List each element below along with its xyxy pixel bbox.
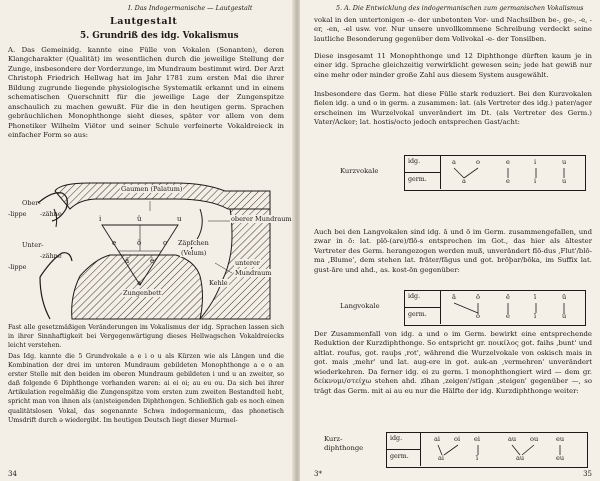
short-germ-e: e	[506, 177, 510, 185]
short-vowel-label: Kurzvokale	[340, 167, 379, 175]
diph-germ-i: ī	[476, 454, 479, 462]
vowel-e: e	[112, 239, 117, 247]
right-paragraph-4: Auch bei den Langvokalen sind idg. ā und ō im Germ. zusammengefallen, und zwar in ō: lat. plō-(are)/flō-s entsprechen im Got., das hier als ältester Vertreter des Germ. herangezogen werden muß, unverändert flō-dus ,Flut'/blō-ma ,Blume', dem stehen lat. frāter/fāgus und got. brōþar/bōka, im Suffix lat. gust-āre und ahd., as. kost-ōn gegenüber:	[314, 228, 592, 274]
label-unterer: unterer	[235, 259, 260, 267]
left-paragraph-1: A. Das Gemeinidg. kannte eine Fülle von Vokalen (Sonanten), deren Klangcharakter (Qualität) im wesentlichen durch die jeweilige Stellung der Zunge, insbesondere der Vorderzunge, im Mundraum bestimmt wird. Der Arzt Christoph Friedrich Hellwag hat im Jahr 1781 zum ersten Mal die ihrer Bildung zugrunde liegende physiologische Systematik erkannt und in einem schematischen Querschnitt für die jeweilige Lage der Zungenspitze anschaulich zu machen gewußt. Für die in den heutigen germ. Sprachen gebräuchlichen Monophthonge sieht dieses, später vor allem von dem Phonetiker Wilhelm Viëtor und seiner Schule verfeinerte Vokaldreieck in einfacher Form so aus:	[8, 46, 284, 140]
label-zaehne-bot: -zähne	[40, 252, 62, 260]
long-germ-o: ō	[476, 312, 480, 320]
section-title: Lautgestalt	[110, 16, 178, 27]
long-idg-u: ū	[562, 293, 567, 301]
diphthong-row-germ: germ.	[390, 453, 409, 460]
diph-idg-au: au	[508, 435, 517, 443]
long-vowel-table	[340, 290, 590, 326]
short-germ-a: a	[462, 177, 466, 185]
label-unter: Unter-	[22, 241, 44, 249]
right-paragraph-1: vokal in den untertonigen -e- der unbetonten Vor- und Nachsilben be-, ge-, -e, -er, -en, -el usw. vor. Nur unsere unvollkommene Schreibung verdeckt seine lautliche Besonderung gegenüber dem Vollvokal -e- der Tonsilben.	[314, 16, 592, 43]
label-zaepfchen: Zäpfchen	[178, 239, 209, 247]
right-paragraph-3: Insbesondere das Germ. hat diese Fülle stark reduziert. Bei den Kurzvokalen fielen idg. a und o in germ. a zusammen: lat. (als Vertreter des idg.) pater/ager erscheinen im Wurzelvokal unverändert im Dt. (als Vertreter des Germ.) Vater/Acker; lat. hostis/octo jedoch entsprechen Gast/acht:	[314, 90, 592, 127]
long-idg-i: ī	[534, 293, 537, 301]
right-paragraph-2: Diese insgesamt 11 Monophthonge und 12 Diphthonge dürften kaum je in einer idg. Sprache gleichzeitig verwirklicht gewesen sein; jede hat gewiß nur eine mehr oder minder große Zahl aus diesem System ausgewählt.	[314, 52, 592, 79]
vowel-a: a	[137, 279, 142, 287]
left-page	[0, 0, 294, 481]
vowel-triangle-figure	[0, 181, 294, 321]
long-idg-e: ē	[506, 293, 510, 301]
long-germ-i: ī	[534, 312, 537, 320]
label-ober: Ober-	[22, 199, 41, 207]
label-velum: (Velum)	[181, 249, 207, 257]
right-page-number: 35	[583, 470, 592, 478]
diph-idg-oi: oi	[454, 435, 461, 443]
diphthong-label-2: diphthonge	[324, 444, 364, 452]
diph-idg-ei: ei	[474, 435, 481, 443]
short-vowel-table	[340, 155, 590, 191]
vowel-e2: ë	[150, 257, 155, 265]
vowel-o: o	[163, 239, 168, 247]
vowel-i: i	[99, 215, 102, 223]
short-idg-u: u	[562, 158, 567, 166]
diphthong-label-1: Kurz-	[324, 435, 343, 443]
long-idg-o: ō	[476, 293, 480, 301]
short-vowel-row-germ: germ.	[408, 176, 427, 183]
diph-germ-eu: eu	[556, 454, 565, 462]
diph-idg-ou: ou	[530, 435, 539, 443]
diphthong-table	[324, 432, 594, 470]
long-vowel-row-germ: germ.	[408, 311, 427, 318]
right-running-head: 5. A. Die Entwicklung des indogermanischen zum germanischen Vokalismus	[336, 4, 584, 12]
left-running-head: I. Das Indogermanische — Lautgestalt	[128, 4, 253, 12]
right-paragraph-5: Der Zusammenfall von idg. a und o im Germ. bewirkt eine entsprechende Reduktion der Kurzdiphthonge. So entspricht gr. ποικίλος got. faihs ,bunt' und altlat. roufus, got. rauþs ,rot', während die Wurzelvokale von oskisch mais in got. mais ,mehr' und lat. aug-ere in got. auk-an ,vermehren' unverändert wiederkehren. Da ferner idg. ei zu germ. ī monophthongiert wird — dem gr. δείκνυμι/στείχω stehen ahd. zīhan ,zeigen'/stīgan ,steigen' gegenüber —, so trägt das Germ. mit ai au eu nur die Hälfte der idg. Kurzdiphthonge weiter:	[314, 330, 592, 395]
vowel-u: u	[177, 215, 182, 223]
label-zaehne-top: -zähne	[40, 210, 62, 218]
label-oberer-mundraum: oberer Mundraum	[231, 215, 292, 223]
vowel-ue: ü	[137, 215, 142, 223]
short-idg-i: i	[534, 158, 537, 166]
label-lippe-top: -lippe	[8, 210, 27, 218]
diph-germ-au: au	[516, 454, 525, 462]
long-germ-u: ū	[562, 312, 567, 320]
label-mundraum: Mundraum	[235, 269, 272, 277]
right-page	[300, 0, 600, 481]
signature-mark: 3*	[314, 470, 322, 478]
diph-idg-ai: ai	[434, 435, 441, 443]
diphthong-row-idg: idg.	[390, 435, 403, 442]
label-zungenbett: Zungenbett	[123, 289, 162, 297]
short-idg-a: a	[452, 158, 456, 166]
vowel-oe: ö	[137, 239, 142, 247]
short-idg-e: e	[506, 158, 510, 166]
long-germ-e: ē	[506, 312, 510, 320]
label-kehle: Kehle	[209, 279, 228, 287]
short-vowel-row-idg: idg.	[408, 158, 421, 165]
short-germ-u: u	[562, 177, 567, 185]
short-germ-i: i	[534, 177, 537, 185]
label-gaumen: Gaumen (Palatum)	[121, 185, 183, 193]
left-page-number: 34	[8, 470, 17, 478]
diph-idg-eu: eu	[556, 435, 565, 443]
left-paragraph-3: Das Idg. kannte die 5 Grundvokale a e i o u als Kürzen wie als Längen und die Kombination der drei im unteren Mundraum gebildeten Monophthonge a e o an erster Stelle mit den beiden im oberen Mundraum gebildeten i und u an zweiter, so daß folgende 6 Diphthonge vorhanden waren: ai ei oi; au eu ou. Da sich bei ihrer Artikulation regelmäßig die Zungenspitze vom ersten zum zweiten Bestandteil hebt, spricht man von ihnen als (an)steigenden Diphthongen. Schließlich gab es noch einen qualitätslosen Vokal, das sogenannte Schwa indogermanicum, das phonetisch Umsdrift durch ə wiedergibt. Im heutigen Deutsch liegt dieser Murmel-	[8, 353, 284, 424]
long-vowel-row-idg: idg.	[408, 293, 421, 300]
short-idg-o: o	[476, 158, 480, 166]
vowel-ae: ä	[125, 257, 130, 265]
chapter-subtitle: 5. Grundriß des idg. Vokalismus	[80, 31, 239, 41]
label-lippe-bot: -lippe	[8, 263, 27, 271]
left-paragraph-2: Fast alle gesetzmäßigen Veränderungen im Vokalismus der idg. Sprachen lassen sich in ihrer Sinnhaftigkeit bei Vergegenwärtigung dieses Hellwagschen Vokaldreiecks leicht verstehen.	[8, 324, 284, 350]
long-idg-a: ā	[452, 293, 456, 301]
diph-germ-ai: ai	[438, 454, 445, 462]
long-vowel-label: Langvokale	[340, 302, 380, 310]
